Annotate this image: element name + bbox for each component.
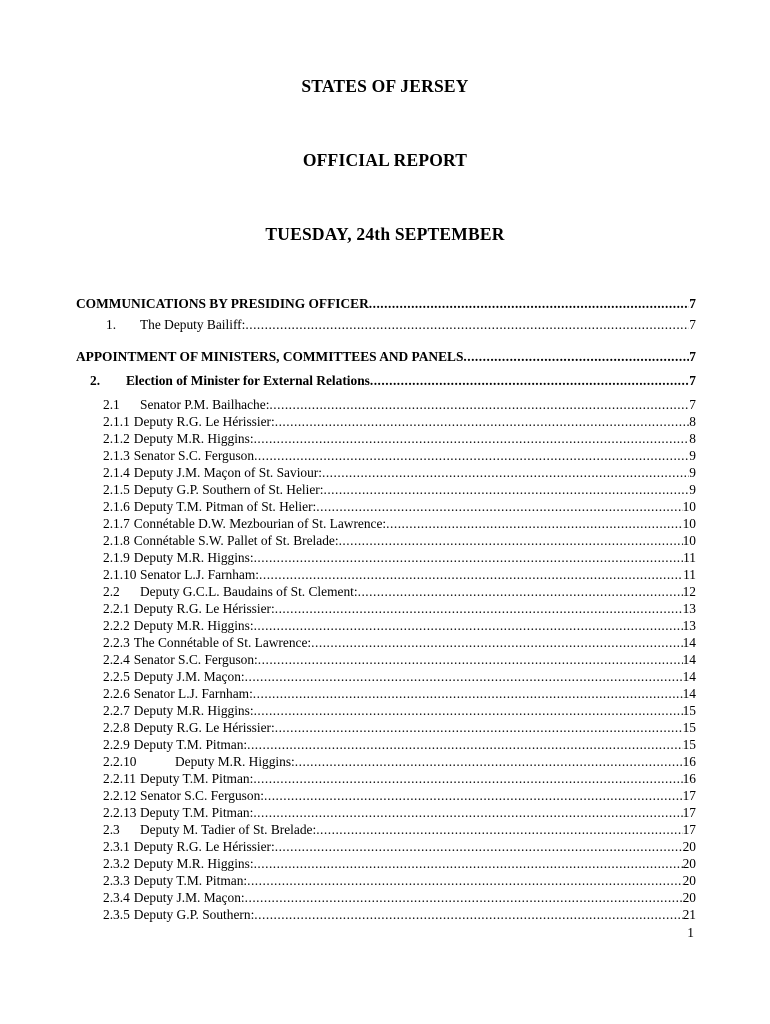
toc-entry [103, 787, 696, 804]
toc-entry-number: 2.2.3 [103, 635, 130, 650]
toc-dot-leader [463, 348, 689, 365]
toc-entry-text: The Deputy Bailiff: [140, 317, 246, 332]
toc-entry [103, 617, 696, 634]
toc-entry [103, 413, 696, 430]
toc-entry-number: 2.2.12 [103, 788, 137, 803]
toc-page-number: 9 [689, 465, 696, 480]
toc-entry-label [103, 566, 259, 583]
toc-page-number: 8 [689, 414, 696, 429]
toc-entry [103, 702, 696, 719]
toc-entry-number: 1. [106, 317, 117, 332]
toc-page-number: 10 [682, 516, 696, 531]
toc-entry-number: 2.1.2 [103, 431, 130, 446]
toc-dot-leader [311, 634, 682, 651]
toc-entry-number: 2.1.4 [103, 465, 130, 480]
toc-entry-label [76, 295, 369, 312]
toc-entry-number: 2.2.9 [103, 737, 130, 752]
toc-entry-label [103, 600, 275, 617]
toc-entry-number: 2.3.2 [103, 856, 130, 871]
toc-entry [103, 481, 696, 498]
toc-entry-label [103, 447, 254, 464]
toc-entry-label [103, 855, 254, 872]
toc-dot-leader [339, 532, 683, 549]
toc-page-number: 8 [689, 431, 696, 446]
toc-entry-text: Deputy T.M. Pitman of St. Helier: [133, 499, 317, 514]
toc-entry-label [103, 753, 295, 770]
toc-entry-number: 2.1.10 [103, 567, 137, 582]
toc-dot-leader [275, 413, 690, 430]
toc-entry-text: Deputy M. Tadier of St. Brelade: [140, 822, 317, 837]
toc-entry-text: Deputy M.R. Higgins: [175, 754, 295, 769]
toc-entry-text: Deputy R.G. Le Hérissier: [133, 601, 275, 616]
toc-dot-leader [253, 804, 682, 821]
toc-entry [103, 515, 696, 532]
toc-entry-number: 2.3.3 [103, 873, 130, 888]
toc-entry-text: Deputy J.M. Maçon of St. Saviour: [133, 465, 322, 480]
toc-dot-leader [254, 617, 683, 634]
toc-page-number: 14 [682, 686, 696, 701]
toc-entry-text: Deputy T.M. Pitman: [133, 873, 248, 888]
toc-entry-label [103, 889, 245, 906]
toc-dot-leader [254, 702, 683, 719]
toc-dot-leader [295, 753, 683, 770]
toc-entry [103, 549, 696, 566]
toc-page-number: 11 [683, 567, 696, 582]
toc-entry-number: 2. [90, 373, 101, 388]
toc-entry-label [103, 464, 322, 481]
toc-page-number: 10 [682, 499, 696, 514]
toc-entry [103, 838, 696, 855]
toc-entry-number: 2.1.3 [103, 448, 130, 463]
toc-entry-number: 2.2.7 [103, 703, 130, 718]
toc-entry-label [103, 838, 275, 855]
toc-entry-text: Deputy R.G. Le Hérissier: [133, 414, 275, 429]
toc-entry-number: 2.2.4 [103, 652, 130, 667]
toc-entry-text: APPOINTMENT OF MINISTERS, COMMITTEES AND PANELS [76, 349, 464, 364]
toc-entry-number: 2.3.4 [103, 890, 130, 905]
toc-page-number: 20 [682, 856, 696, 871]
page-number: 1 [687, 925, 694, 940]
toc-entry-text: Senator S.C. Ferguson [133, 448, 255, 463]
toc-entry-text: Deputy R.G. Le Hérissier: [133, 720, 275, 735]
toc-entry-text: Deputy G.C.L. Baudains of St. Clement: [140, 584, 358, 599]
toc-dot-leader [258, 651, 683, 668]
toc-entry-number: 2.2.6 [103, 686, 130, 701]
toc-entry-text: Deputy G.P. Southern: [133, 907, 255, 922]
toc-page-number: 14 [682, 669, 696, 684]
toc-page-number: 15 [682, 720, 696, 735]
toc-entry-text: Deputy M.R. Higgins: [133, 703, 254, 718]
toc-entry [103, 566, 696, 583]
toc-section-heading [76, 348, 696, 365]
toc-dot-leader [254, 906, 682, 923]
toc-entry-text: Deputy M.R. Higgins: [133, 856, 254, 871]
toc-entry-label [103, 702, 254, 719]
toc-entry-number: 2.3.1 [103, 839, 130, 854]
toc-entry [103, 498, 696, 515]
report-date: TUESDAY, 24th SEPTEMBER [265, 224, 505, 244]
toc-entry-text: Deputy T.M. Pitman: [140, 771, 254, 786]
toc-entry-number: 2.1.5 [103, 482, 130, 497]
toc-dot-leader [322, 464, 689, 481]
toc-entry-number: 2.1 [103, 397, 120, 412]
toc-entry-number: 2.2.13 [103, 805, 137, 820]
toc-entry-label [103, 481, 323, 498]
toc-entry-label [103, 532, 339, 549]
toc-entry-text: Election of Minister for External Relations [126, 373, 370, 388]
toc-entry [103, 651, 696, 668]
toc-page-number: 20 [682, 890, 696, 905]
toc-dot-leader [358, 583, 683, 600]
toc-entry-number: 2.1.9 [103, 550, 130, 565]
toc-dot-leader [386, 515, 682, 532]
toc-entry-text: Connétable S.W. Pallet of St. Brelade: [133, 533, 339, 548]
toc-entry-number: 2.3 [103, 822, 120, 837]
toc-entry-text: COMMUNICATIONS BY PRESIDING OFFICER [76, 296, 369, 311]
toc-entry-number: 2.1.7 [103, 516, 130, 531]
toc-entry-text: Deputy M.R. Higgins: [133, 618, 254, 633]
toc-dot-leader [245, 889, 683, 906]
toc-entry-label [106, 316, 245, 333]
toc-entry-label [103, 770, 253, 787]
toc-dot-leader [316, 821, 682, 838]
toc-page-number: 17 [682, 805, 696, 820]
toc-entry-label [103, 396, 269, 413]
toc-entry-text: Deputy J.M. Maçon: [133, 669, 245, 684]
toc-entry-text: Senator L.J. Farnham: [140, 567, 260, 582]
toc-page-number: 10 [682, 533, 696, 548]
toc-entry [103, 821, 696, 838]
toc-entry-text: Deputy M.R. Higgins: [133, 550, 254, 565]
toc-entry-number: 2.1.1 [103, 414, 130, 429]
toc-entry-number: 2.2.11 [103, 771, 136, 786]
toc-entry [103, 736, 696, 753]
toc-page-number: 17 [682, 788, 696, 803]
toc-entry [103, 600, 696, 617]
toc-entry-text: Deputy T.M. Pitman: [133, 737, 248, 752]
toc-dot-leader [264, 787, 683, 804]
toc-entry-label [103, 668, 245, 685]
toc-dot-leader [275, 838, 683, 855]
toc-entry-text: Senator P.M. Bailhache: [140, 397, 270, 412]
toc-dot-leader [275, 719, 683, 736]
toc-dot-leader [369, 295, 690, 312]
toc-page-number: 20 [682, 839, 696, 854]
toc-dot-leader [245, 316, 689, 333]
toc-entry-number: 2.2.8 [103, 720, 130, 735]
toc-entry-label [103, 583, 358, 600]
toc-entry [103, 464, 696, 481]
toc-entry-label [103, 430, 254, 447]
toc-entry-text: Deputy M.R. Higgins: [133, 431, 254, 446]
toc-entry [103, 719, 696, 736]
toc-entry [103, 685, 696, 702]
toc-page-number: 7 [689, 296, 696, 311]
toc-page-number: 14 [682, 652, 696, 667]
toc-page-number: 7 [689, 349, 696, 364]
toc-dot-leader [316, 498, 682, 515]
toc-entry [103, 855, 696, 872]
toc-page-number: 9 [689, 482, 696, 497]
toc-dot-leader [323, 481, 689, 498]
toc-entry [103, 583, 696, 600]
toc-page-number: 11 [683, 550, 696, 565]
toc-entry [103, 430, 696, 447]
toc-dot-leader [247, 736, 683, 753]
toc-entry-text: Senator S.C. Ferguson: [133, 652, 258, 667]
toc-entry [103, 668, 696, 685]
toc-entry-label [103, 634, 311, 651]
toc-entry-label [103, 787, 264, 804]
toc-dot-leader [247, 872, 683, 889]
toc-page-number: 7 [689, 317, 696, 332]
toc-entry-label [103, 821, 316, 838]
toc-entry-text: Deputy G.P. Southern of St. Helier: [133, 482, 324, 497]
toc-dot-leader [254, 855, 683, 872]
toc-page-number: 16 [682, 754, 696, 769]
toc-entry-text: Deputy J.M. Maçon: [133, 890, 245, 905]
toc-entry [90, 372, 696, 389]
toc-entry-text: Connétable D.W. Mezbourian of St. Lawrence: [133, 516, 387, 531]
toc-entry [106, 316, 696, 333]
report-title-states: STATES OF JERSEY [301, 76, 469, 96]
toc-page-number: 9 [689, 448, 696, 463]
toc-entry-number: 2.1.6 [103, 499, 130, 514]
toc-page-number: 14 [682, 635, 696, 650]
toc-entry-label [103, 906, 254, 923]
toc-page-number: 20 [682, 873, 696, 888]
toc-entry [103, 804, 696, 821]
toc-page-number: 7 [689, 397, 696, 412]
toc-entry-text: Senator S.C. Ferguson: [140, 788, 264, 803]
toc-entry [103, 396, 696, 413]
toc-entry-label [90, 372, 370, 389]
toc-dot-leader [269, 396, 689, 413]
toc-entry-number: 2.2 [103, 584, 120, 599]
toc-entry-label [103, 872, 247, 889]
toc-dot-leader [254, 447, 689, 464]
toc-entry-label [103, 804, 253, 821]
toc-page-number: 17 [682, 822, 696, 837]
toc-dot-leader [275, 600, 683, 617]
toc-entry-text: The Connétable of St. Lawrence: [133, 635, 312, 650]
toc-section-heading [76, 295, 696, 312]
toc-entry [103, 906, 696, 923]
toc-entry-text: Deputy R.G. Le Hérissier: [133, 839, 275, 854]
toc-entry-label [103, 617, 254, 634]
toc-entry-label [76, 348, 463, 365]
toc-dot-leader [245, 668, 683, 685]
toc-entry-label [103, 515, 386, 532]
toc-entry [103, 532, 696, 549]
toc-entry [103, 889, 696, 906]
toc-dot-leader [370, 372, 689, 389]
toc-page-number: 7 [689, 373, 696, 388]
toc-dot-leader [259, 566, 683, 583]
toc-entry-number: 2.1.8 [103, 533, 130, 548]
toc-entry [103, 753, 696, 770]
toc-page-number: 15 [682, 737, 696, 752]
toc-entry [103, 872, 696, 889]
toc-entry [103, 447, 696, 464]
toc-dot-leader [253, 685, 683, 702]
toc-entry-number: 2.2.5 [103, 669, 130, 684]
toc-entry-label [103, 719, 275, 736]
toc-dot-leader [253, 770, 682, 787]
toc-page-number: 13 [682, 601, 696, 616]
toc-entry-text: Deputy T.M. Pitman: [140, 805, 254, 820]
toc-dot-leader [254, 430, 690, 447]
toc-page-number: 12 [682, 584, 696, 599]
toc-entry-label [103, 498, 316, 515]
toc-page-number: 16 [682, 771, 696, 786]
toc-entry [103, 634, 696, 651]
toc-page-number: 13 [682, 618, 696, 633]
toc-entry-number: 2.2.2 [103, 618, 130, 633]
toc-entry-label [103, 413, 275, 430]
toc-entry-label [103, 736, 247, 753]
toc-entry-number: 2.3.5 [103, 907, 130, 922]
toc-dot-leader [254, 549, 684, 566]
toc-entry-label [103, 651, 258, 668]
toc-entry [103, 770, 696, 787]
toc-entry-number: 2.2.10 [103, 754, 137, 769]
toc-page-number: 21 [682, 907, 696, 922]
toc-entry-label [103, 685, 253, 702]
toc-entry-text: Senator L.J. Farnham: [133, 686, 253, 701]
toc-entry-number: 2.2.1 [103, 601, 130, 616]
toc-entry-label [103, 549, 254, 566]
report-title-official: OFFICIAL REPORT [302, 150, 468, 170]
toc-page-number: 15 [682, 703, 696, 718]
